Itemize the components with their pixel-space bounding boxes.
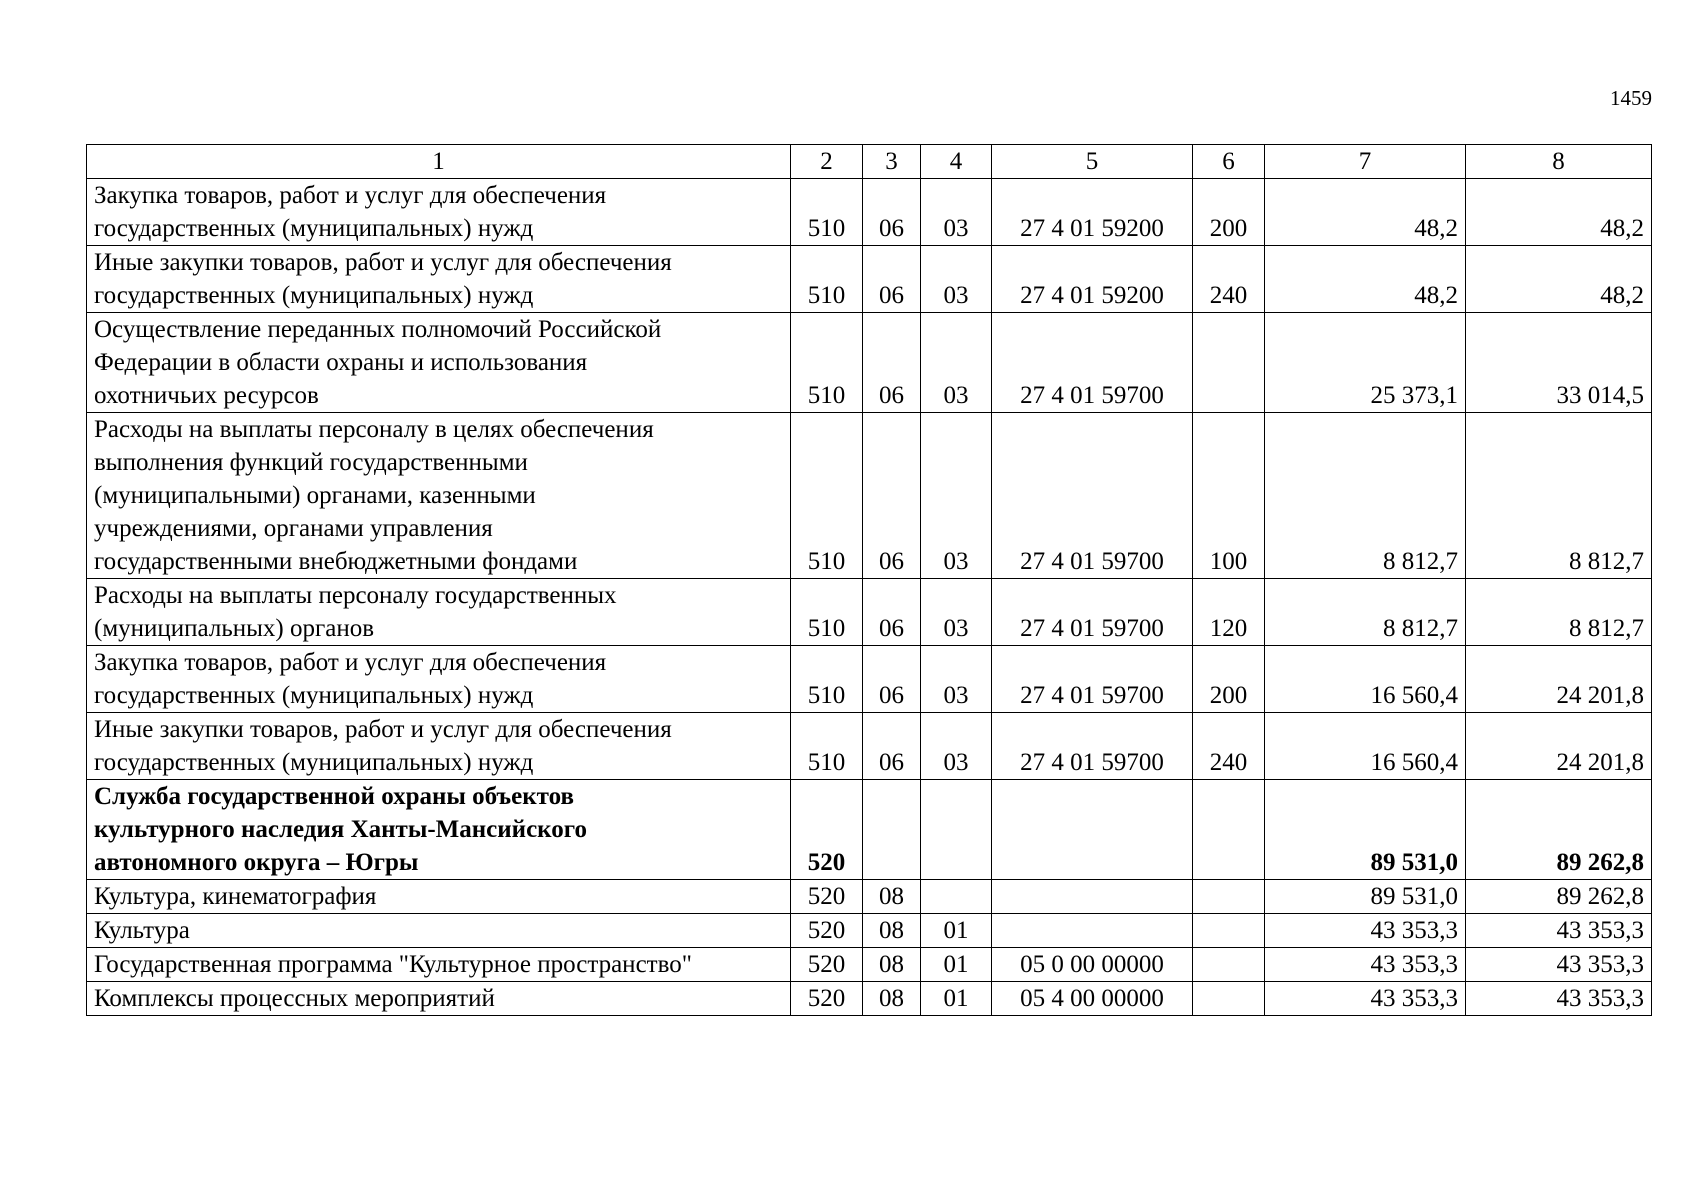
row-name-cell (87, 982, 791, 1016)
amount-year-2-cell: 33 014,5 (1466, 313, 1652, 413)
amount-year-1-cell: 16 560,4 (1265, 646, 1466, 713)
header-cell-7: 7 (1265, 145, 1466, 179)
table-row (87, 713, 1652, 780)
row-name-line: государственных (муниципальных) нужд (94, 749, 534, 776)
ministry-code-cell: 520 (791, 914, 863, 948)
section-code-cell: 08 (863, 880, 921, 914)
section-code-cell: 06 (863, 713, 921, 780)
target-article-cell (992, 914, 1193, 948)
row-name-line: культурного наследия Ханты-Мансийского (94, 816, 587, 843)
expense-type-cell: 100 (1193, 413, 1265, 579)
amount-year-1-cell: 8 812,7 (1265, 579, 1466, 646)
amount-year-1-cell: 25 373,1 (1265, 313, 1466, 413)
ministry-code-cell: 510 (791, 646, 863, 713)
row-name-cell (87, 880, 791, 914)
subsection-code-cell: 03 (921, 179, 992, 246)
section-code-cell: 06 (863, 246, 921, 313)
amount-year-1-cell: 48,2 (1265, 246, 1466, 313)
ministry-code-cell: 510 (791, 246, 863, 313)
ministry-code-cell: 520 (791, 780, 863, 880)
row-name-cell (87, 413, 791, 579)
amount-year-2-cell: 89 262,8 (1466, 780, 1652, 880)
subsection-code-cell (921, 780, 992, 880)
amount-year-2-cell: 8 812,7 (1466, 579, 1652, 646)
row-name-line: Закупка товаров, работ и услуг для обеспечения (94, 649, 607, 676)
amount-year-2-cell: 43 353,3 (1466, 982, 1652, 1016)
target-article-cell: 27 4 01 59200 (992, 246, 1193, 313)
amount-year-2-cell: 8 812,7 (1466, 413, 1652, 579)
amount-year-2-cell: 24 201,8 (1466, 646, 1652, 713)
subsection-code-cell: 01 (921, 914, 992, 948)
row-name-line: выполнения функций государственными (94, 449, 528, 476)
amount-year-1-cell: 89 531,0 (1265, 880, 1466, 914)
subsection-code-cell: 01 (921, 948, 992, 982)
row-name-cell (87, 713, 791, 780)
table-row (87, 780, 1652, 880)
row-name-line: Иные закупки товаров, работ и услуг для обеспечения (94, 716, 672, 743)
table-row (87, 579, 1652, 646)
section-code-cell: 08 (863, 948, 921, 982)
amount-year-2-cell: 43 353,3 (1466, 948, 1652, 982)
subsection-code-cell: 03 (921, 246, 992, 313)
section-code-cell: 08 (863, 982, 921, 1016)
row-name-cell (87, 246, 791, 313)
expense-type-cell: 120 (1193, 579, 1265, 646)
expense-type-cell (1193, 982, 1265, 1016)
table-row (87, 646, 1652, 713)
ministry-code-cell: 510 (791, 413, 863, 579)
row-name-line: государственных (муниципальных) нужд (94, 282, 534, 309)
ministry-code-cell: 520 (791, 880, 863, 914)
table-row (87, 914, 1652, 948)
row-name-line: автономного округа – Югры (94, 849, 419, 876)
target-article-cell: 27 4 01 59700 (992, 413, 1193, 579)
row-name-line: (муниципальными) органами, казенными (94, 482, 536, 509)
target-article-cell: 27 4 01 59700 (992, 646, 1193, 713)
section-code-cell: 06 (863, 313, 921, 413)
subsection-code-cell: 03 (921, 713, 992, 780)
row-name-line: государственными внебюджетными фондами (94, 548, 578, 575)
row-name-line: охотничьих ресурсов (94, 382, 319, 409)
section-code-cell: 06 (863, 646, 921, 713)
header-cell-6: 6 (1193, 145, 1265, 179)
expense-type-cell (1193, 948, 1265, 982)
row-name-cell (87, 780, 791, 880)
table-row (87, 313, 1652, 413)
row-name-line: Федерации в области охраны и использования (94, 349, 588, 376)
budget-table (86, 144, 1652, 1016)
expense-type-cell (1193, 313, 1265, 413)
ministry-code-cell: 510 (791, 579, 863, 646)
target-article-cell: 27 4 01 59700 (992, 713, 1193, 780)
page-number: 1459 (1610, 86, 1652, 110)
expense-type-cell (1193, 880, 1265, 914)
ministry-code-cell: 510 (791, 179, 863, 246)
table-row (87, 880, 1652, 914)
row-name-line: Осуществление переданных полномочий Российской (94, 316, 662, 343)
amount-year-2-cell: 43 353,3 (1466, 914, 1652, 948)
table-row (87, 246, 1652, 313)
amount-year-1-cell: 8 812,7 (1265, 413, 1466, 579)
header-cell-4: 4 (921, 145, 992, 179)
row-name-line: Расходы на выплаты персоналу в целях обеспечения (94, 416, 654, 443)
target-article-cell (992, 880, 1193, 914)
row-name-cell (87, 179, 791, 246)
subsection-code-cell: 01 (921, 982, 992, 1016)
row-name-line: Закупка товаров, работ и услуг для обеспечения (94, 182, 607, 209)
ministry-code-cell: 520 (791, 982, 863, 1016)
amount-year-1-cell: 43 353,3 (1265, 948, 1466, 982)
row-name-cell (87, 914, 791, 948)
table-row (87, 982, 1652, 1016)
ministry-code-cell: 510 (791, 713, 863, 780)
amount-year-2-cell: 48,2 (1466, 179, 1652, 246)
expense-type-cell: 240 (1193, 713, 1265, 780)
row-name-line: (муниципальных) органов (94, 615, 375, 642)
expense-type-cell: 240 (1193, 246, 1265, 313)
row-name-line: Иные закупки товаров, работ и услуг для обеспечения (94, 249, 672, 276)
subsection-code-cell: 03 (921, 579, 992, 646)
header-cell-3: 3 (863, 145, 921, 179)
amount-year-1-cell: 48,2 (1265, 179, 1466, 246)
header-cell-5: 5 (992, 145, 1193, 179)
row-name-cell (87, 646, 791, 713)
expense-type-cell (1193, 914, 1265, 948)
row-name-cell (87, 948, 791, 982)
target-article-cell: 27 4 01 59700 (992, 579, 1193, 646)
row-name-line: Расходы на выплаты персоналу государственных (94, 582, 617, 609)
row-name-line: учреждениями, органами управления (94, 515, 493, 542)
table-row (87, 179, 1652, 246)
ministry-code-cell: 520 (791, 948, 863, 982)
ministry-code-cell: 510 (791, 313, 863, 413)
row-name-line: Комплексы процессных мероприятий (94, 985, 495, 1012)
row-name-cell (87, 579, 791, 646)
amount-year-2-cell: 24 201,8 (1466, 713, 1652, 780)
amount-year-1-cell: 16 560,4 (1265, 713, 1466, 780)
amount-year-1-cell: 43 353,3 (1265, 982, 1466, 1016)
header-cell-8: 8 (1466, 145, 1652, 179)
amount-year-1-cell: 89 531,0 (1265, 780, 1466, 880)
target-article-cell (992, 780, 1193, 880)
target-article-cell: 05 0 00 00000 (992, 948, 1193, 982)
table-row (87, 413, 1652, 579)
table-row (87, 948, 1652, 982)
section-code-cell: 06 (863, 579, 921, 646)
row-name-line: государственных (муниципальных) нужд (94, 682, 534, 709)
row-name-cell (87, 313, 791, 413)
subsection-code-cell: 03 (921, 646, 992, 713)
expense-type-cell: 200 (1193, 646, 1265, 713)
row-name-line: Культура (94, 917, 190, 944)
section-code-cell: 08 (863, 914, 921, 948)
subsection-code-cell: 03 (921, 313, 992, 413)
row-name-line: Служба государственной охраны объектов (94, 783, 574, 810)
target-article-cell: 27 4 01 59200 (992, 179, 1193, 246)
row-name-line: Культура, кинематография (94, 883, 377, 910)
section-code-cell (863, 780, 921, 880)
header-cell-2: 2 (791, 145, 863, 179)
amount-year-1-cell: 43 353,3 (1265, 914, 1466, 948)
row-name-line: государственных (муниципальных) нужд (94, 215, 534, 242)
target-article-cell: 27 4 01 59700 (992, 313, 1193, 413)
expense-type-cell (1193, 780, 1265, 880)
subsection-code-cell: 03 (921, 413, 992, 579)
section-code-cell: 06 (863, 179, 921, 246)
row-name-line: Государственная программа "Культурное пространство" (94, 951, 692, 978)
expense-type-cell: 200 (1193, 179, 1265, 246)
header-cell-1: 1 (87, 145, 791, 179)
amount-year-2-cell: 89 262,8 (1466, 880, 1652, 914)
section-code-cell: 06 (863, 413, 921, 579)
amount-year-2-cell: 48,2 (1466, 246, 1652, 313)
subsection-code-cell (921, 880, 992, 914)
target-article-cell: 05 4 00 00000 (992, 982, 1193, 1016)
header-row (87, 145, 1652, 179)
